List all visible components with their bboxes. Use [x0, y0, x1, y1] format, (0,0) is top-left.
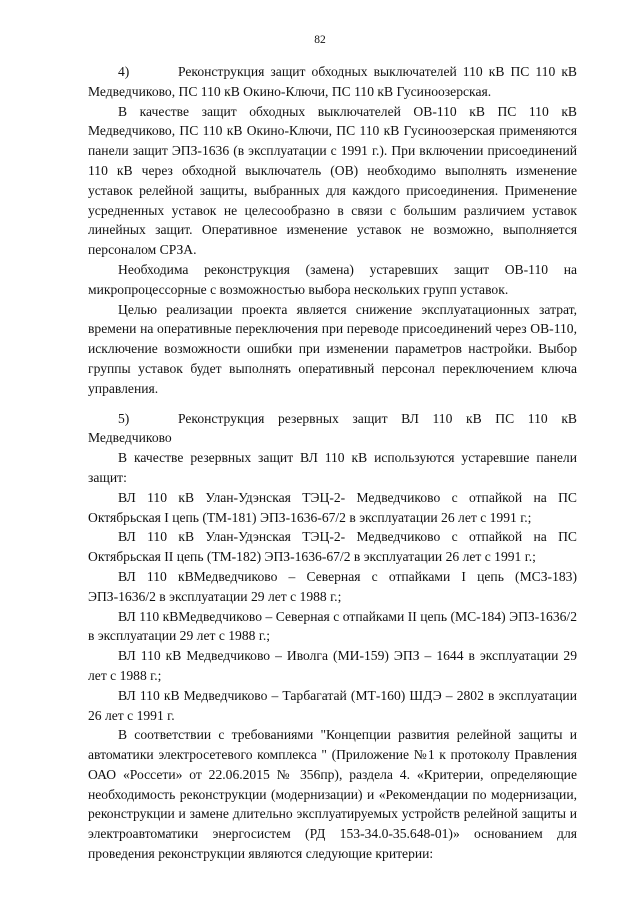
paragraph: Целью реализации проекта является снижение эксплуатационных затрат, времени на оперативные переключения при переводе присоединений через ОВ-110, исключение возможности ошибки при изменении параметров настройки. Выбор группы уставок будет выполнять оперативный персонал переключением ключа управления. — [88, 301, 577, 396]
paragraph: В качестве защит обходных выключателей ОВ-110 кВ ПС 110 кВ Медведчиково, ПС 110 кВ Окино-Ключи, ПС 110 кВ Гусиноозерская применяются панели защит ЭПЗ-1636 (в эксплуатации с 1991 г.). При включении присоединений 110 кВ через обходной выключатель (ОВ) необходимо выполнять изменение уставок релейной защиты, выбранных для каждого присоединения. Применение усредненных уставок не целесообразно в связи с большим различием уставок линейных защит. Оперативное изменение уставок не возможно, выполняется персоналом СРЗА. — [88, 103, 577, 258]
document-body — [88, 62, 577, 864]
list-item-text: Реконструкция резервных защит ВЛ 110 кВ ПС 110 кВ Медведчиково — [88, 410, 577, 446]
paragraph-line-entry: ВЛ 110 кВ Медведчиково – Иволга (МИ-159) ЭПЗ – 1644 в эксплуатации 29 лет с 1988 г.; — [88, 648, 577, 683]
list-item-4 — [88, 62, 577, 102]
paragraph-line-entry: ВЛ 110 кВ Медведчиково – Тарбагатай (МТ-160) ШДЭ – 2802 в эксплуатации 26 лет с 1991 г. — [88, 687, 577, 723]
list-item-5 — [88, 409, 577, 449]
paragraph-gap — [88, 399, 577, 409]
page-number: 82 — [314, 34, 326, 46]
list-item-text: Реконструкция защит обходных выключателей 110 кВ ПС 110 кВ Медведчиково, ПС 110 кВ Окино-Ключи, ПС 110 кВ Гусиноозерская. — [88, 64, 577, 99]
list-item-number: 4) — [118, 64, 130, 79]
paragraph: Необходима реконструкция (замена) устаревших защит ОВ-110 на микропроцессорные с возможностью выбора нескольких групп уставок. — [88, 261, 577, 297]
list-item-number: 5) — [118, 410, 130, 426]
paragraph: В соответствии с требованиями "Концепции развития релейной защиты и автоматики электросетевого комплекса " (Приложение №1 к протоколу Правления ОАО «Россети» от 22.06.2015 № 356пр), раздела 4. «Критерии, определяющие необходимость реконструкции (модернизации) и «Рекомендации по модернизации, реконструкции и замене длительно эксплуатируемых устройств релейной защиты и электроавтоматики энергосистем (РД 153-34.0-35.648-01)» основанием для проведения реконструкции являются следующие критерии: — [88, 727, 577, 862]
paragraph-line-entry: ВЛ 110 кВ Улан-Удэнская ТЭЦ-2- Медведчиково с отпайкой на ПС Октябрьская I цепь (ТМ-181) ЭПЗ-1636-67/2 в эксплуатации 26 лет с 1991 г.; — [88, 489, 577, 525]
paragraph: В качестве резервных защит ВЛ 110 кВ используются устаревшие панели защит: — [88, 450, 577, 485]
paragraph-line-entry: ВЛ 110 кВ Улан-Удэнская ТЭЦ-2- Медведчиково с отпайкой на ПС Октябрьская II цепь (ТМ-182) ЭПЗ-1636-67/2 в эксплуатации 26 лет с 1991 г.; — [88, 529, 577, 565]
paragraph-line-entry: ВЛ 110 кВМедведчиково – Северная с отпайками I цепь (МСЗ-183) ЭПЗ-1636/2 в эксплуатации 29 лет с 1988 г.; — [88, 568, 577, 604]
paragraph-line-entry: ВЛ 110 кВМедведчиково – Северная с отпайками II цепь (МС-184) ЭПЗ-1636/2 в эксплуатации 29 лет с 1988 г.; — [88, 608, 577, 644]
